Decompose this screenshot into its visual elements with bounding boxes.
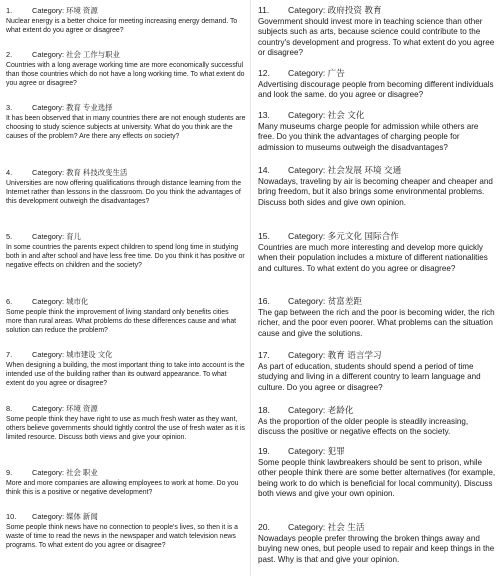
topic-item xyxy=(6,6,246,35)
topic-text: As the proportion of the older people is steadily increasing, discuss the positive or negative effects on the society. xyxy=(258,417,469,437)
topic-category: Category: 环境 资源 xyxy=(32,6,98,15)
topic-text: Countries with a long average working time are more economically successful than those countries which do not have a long working time. To what extent do you agree or disagree? xyxy=(6,62,245,88)
topic-number: 3. xyxy=(6,103,13,112)
topic-item xyxy=(6,350,246,389)
topic-item xyxy=(6,103,246,142)
column-divider xyxy=(250,0,251,576)
topic-category: Category: 社会 职业 xyxy=(32,468,98,477)
topic-category: Category: 社会 生活 xyxy=(288,522,365,532)
topic-text: Advertising discourage people from becoming different individuals and look the same. do you agree or disagree? xyxy=(258,80,494,100)
topic-item xyxy=(258,110,496,153)
topic-category: Category: 育儿 xyxy=(32,232,81,241)
topic-item xyxy=(258,165,496,208)
topic-category: Category: 社会发展 环境 交通 xyxy=(288,165,402,175)
topic-category: Category: 城市化 xyxy=(32,297,89,306)
topic-item xyxy=(6,168,246,207)
topic-number: 12. xyxy=(258,68,270,78)
topic-text: When designing a building, the most important thing to take into account is the intended use of the building rather than its outward appearance. To what extent do you agree or disagree? xyxy=(6,362,245,388)
topic-category: Category: 教育 语言学习 xyxy=(288,350,382,360)
topic-text: Nowadays, traveling by air is becoming cheaper and cheaper and bring freedom, but it also brings some environmental problems. Discuss both sides and give own opinion. xyxy=(258,177,493,207)
topic-number: 18. xyxy=(258,405,270,415)
topic-category: Category: 社会 文化 xyxy=(288,110,365,120)
topic-number: 20. xyxy=(258,522,270,532)
topic-category: Category: 多元文化 国际合作 xyxy=(288,231,399,241)
topic-category: Category: 媒体 新闻 xyxy=(32,512,98,521)
topic-category: Category: 广告 xyxy=(288,68,345,78)
topic-item xyxy=(6,50,246,89)
topic-category: Category: 社会 工作与职业 xyxy=(32,50,120,59)
topic-text: Nowadays people prefer throwing the broken things away and buying new ones, but people used to repair and keep things in the past. Why is that and give your opinion. xyxy=(258,534,495,564)
topic-item xyxy=(258,350,496,393)
topic-number: 15. xyxy=(258,231,270,241)
topic-number: 14. xyxy=(258,165,270,175)
topic-text: Some people think news have no connection to people's lives, so then it is a waste of time to read the news in the newspaper and watch television news programs. To what extent do you agree or disagree? xyxy=(6,524,238,550)
topic-text: It has been observed that in many countries there are not enough students are choosing to study science subjects at university. What do you think are the causes of the problem? Are there any effects on society? xyxy=(6,115,246,141)
topic-text: Nuclear energy is a better choice for meeting increasing energy demand. To what extent do you agree or disagree? xyxy=(6,18,238,35)
topic-text: In some countries the parents expect children to spend long time in studying both in and after school and have less free time. Do you think it has positive or negative effects on children and the society? xyxy=(6,244,245,270)
topic-number: 1. xyxy=(6,6,13,15)
topic-text: Countries are much more interesting and develop more quickly when their population includes a mixture of different nationalities and cultures. To what extent do you agree or disagree? xyxy=(258,243,488,273)
topic-item xyxy=(6,297,246,336)
topic-text: As part of education, students should spend a period of time studying and living in a different country to learn language and culture. Do you agree or disagree? xyxy=(258,362,481,392)
topic-number: 11. xyxy=(258,5,270,15)
topic-category: Category: 犯罪 xyxy=(288,446,345,456)
topic-category: Category: 环境 资源 xyxy=(32,404,98,413)
topic-number: 6. xyxy=(6,297,13,306)
topic-number: 4. xyxy=(6,168,13,177)
topic-item xyxy=(258,5,496,59)
topic-category: Category: 教育 专业选择 xyxy=(32,103,113,112)
topic-item xyxy=(6,404,246,443)
topic-text: Government should invest more in teaching science than other subjects such as arts, because science could contribute to the country's development and progress. To what extent do you agree or disagree? xyxy=(258,17,495,58)
topic-item xyxy=(258,446,496,500)
topic-text: Some people think they have right to use as much fresh water as they want, others believe governments should tightly control the use of fresh water as it is limited resource. Discuss both views and give your opinion. xyxy=(6,416,245,442)
topic-number: 13. xyxy=(258,110,270,120)
topic-number: 8. xyxy=(6,404,13,413)
topic-item xyxy=(6,512,246,551)
topic-category: Category: 贫富差距 xyxy=(288,296,363,306)
topic-category: Category: 老龄化 xyxy=(288,405,354,415)
topic-item xyxy=(258,405,496,438)
topic-number: 16. xyxy=(258,296,270,306)
topic-text: The gap between the rich and the poor is becoming wider, the rich richer, and the poor even poorer. What problems can the situation cause and give the solutions. xyxy=(258,308,495,338)
topic-item xyxy=(258,231,496,274)
topic-number: 19. xyxy=(258,446,270,456)
topic-number: 7. xyxy=(6,350,13,359)
topic-item xyxy=(6,232,246,271)
topic-text: Universities are now offering qualifications through distance learning from the Internet rather than lessons in the classroom. Do you think the advantages of this development outweigh the disadvantages? xyxy=(6,180,242,206)
topic-text: More and more companies are allowing employees to work at home. Do you think this is a positive or negative development? xyxy=(6,480,239,497)
topic-text: Some people think the improvement of living standard only benefits cities more than rural areas. What problems do these differences cause and what solution can reduce the problem? xyxy=(6,309,237,335)
topic-number: 5. xyxy=(6,232,13,241)
topic-category: Category: 教育 科技改变生活 xyxy=(32,168,128,177)
topic-item xyxy=(6,468,246,497)
topic-text: Some people think lawbreakers should be sent to prison, while other people think there are some better alternatives (for example, being work to do which is beneficial for local community). Discuss both views and give your own opinion. xyxy=(258,458,496,499)
topic-number: 17. xyxy=(258,350,270,360)
topic-item xyxy=(258,296,496,339)
topic-text: Many museums charge people for admission while others are free. Do you think the advantages of charging people for admission to museums outweigh the disadvantages? xyxy=(258,122,479,152)
topic-category: Category: 城市建设 文化 xyxy=(32,350,113,359)
topic-item xyxy=(258,522,496,565)
topic-number: 2. xyxy=(6,50,13,59)
topic-category: Category: 政府投资 教育 xyxy=(288,5,382,15)
topic-number: 9. xyxy=(6,468,13,477)
topic-item xyxy=(258,68,496,101)
topic-number: 10. xyxy=(6,512,17,521)
